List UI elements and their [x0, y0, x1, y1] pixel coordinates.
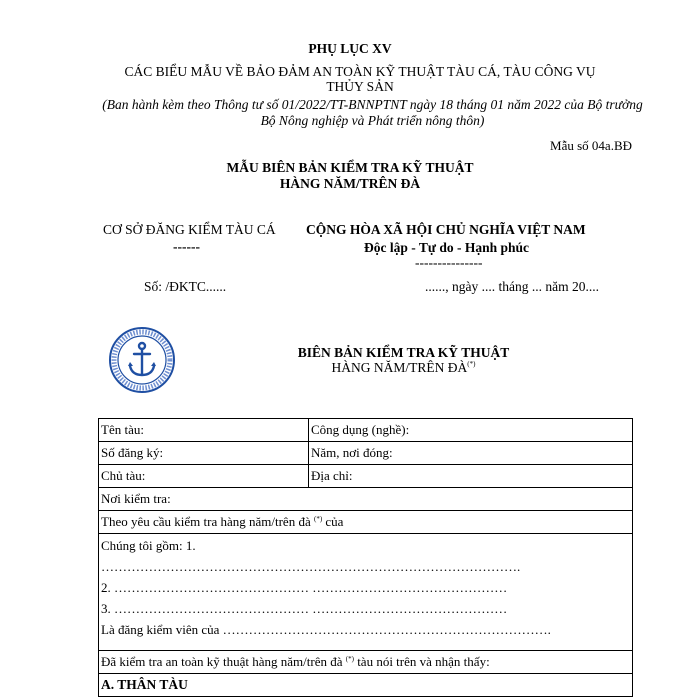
nation-divider: --------------- — [415, 255, 483, 270]
member-line-1b: ……………………………………………………………………………………. — [101, 559, 521, 574]
member-line-2: 2. ……………………………………… ……………………………………… — [101, 580, 508, 595]
doc-subtitle-text: HÀNG NĂM/TRÊN ĐÀ — [331, 360, 468, 375]
checked-tail: tàu nói trên và nhận thấy: — [353, 654, 490, 669]
ship-name-field[interactable]: Tên tàu: — [99, 419, 309, 442]
org-divider: ------ — [173, 239, 200, 254]
document-number: Số: /ĐKTC...... — [144, 279, 227, 294]
inspection-place-field[interactable]: Nơi kiểm tra: — [99, 488, 633, 511]
appendix-title: PHỤ LỤC XV — [308, 41, 392, 56]
doc-title: BIÊN BẢN KIỂM TRA KỸ THUẬT — [297, 345, 510, 360]
checked-mark: (*) — [345, 655, 354, 663]
checked-text: Đã kiểm tra an toàn kỹ thuật hàng năm/trên đà — [101, 654, 343, 669]
registration-number-field[interactable]: Số đăng ký: — [99, 442, 309, 465]
member-line-3: 3. ……………………………………… ……………………………………… — [101, 601, 508, 616]
document-date: ......, ngày .... tháng ... năm 20.... — [425, 279, 599, 294]
nation-name: CỘNG HÒA XÃ HỘI CHỦ NGHĨA VIỆT NAM — [306, 222, 586, 237]
table-row — [99, 674, 633, 697]
request-field[interactable] — [99, 511, 633, 534]
checked-statement — [99, 651, 633, 674]
table-row — [99, 419, 633, 442]
owner-field[interactable]: Chủ tàu: — [99, 465, 309, 488]
table-row — [99, 488, 633, 511]
table-row — [99, 534, 633, 651]
table-row — [99, 442, 633, 465]
table-row — [99, 465, 633, 488]
request-tail: của — [322, 514, 344, 529]
address-field[interactable]: Địa chỉ: — [309, 465, 633, 488]
build-year-field[interactable]: Năm, nơi đóng: — [309, 442, 633, 465]
doc-subtitle — [0, 360, 700, 376]
members-field[interactable] — [99, 534, 633, 651]
section-a-heading: A. THÂN TÀU — [99, 674, 633, 697]
form-title-line-2: HÀNG NĂM/TRÊN ĐÀ — [279, 176, 421, 191]
form-title — [0, 160, 700, 192]
member-line-1: Chúng tôi gồm: 1. — [101, 538, 196, 553]
org-name: CƠ SỞ ĐĂNG KIỂM TÀU CÁ — [103, 222, 276, 237]
table-row — [99, 651, 633, 674]
nation-motto: Độc lập - Tự do - Hạnh phúc — [364, 240, 530, 255]
form-code: Mẫu số 04a.BĐ — [550, 138, 632, 153]
issuance-note: (Ban hành kèm theo Thông tư số 01/2022/TT-BNNPTNT ngày 18 tháng 01 năm 2022 của Bộ trưởng Bộ Nông nghiệp và Phát triển nông thôn) — [102, 97, 643, 128]
appendix-subtitle: CÁC BIỂU MẪU VỀ BẢO ĐẢM AN TOÀN KỸ THUẬT TÀU CÁ, TÀU CÔNG VỤ THỦY SẢN — [124, 64, 596, 94]
inspector-line: Là đăng kiểm viên của …………………………………………………………………. — [101, 622, 551, 637]
inspection-form-table — [98, 418, 633, 697]
table-row — [99, 511, 633, 534]
usage-field[interactable]: Công dụng (nghề): — [309, 419, 633, 442]
doc-subtitle-mark: (*) — [467, 360, 476, 368]
request-mark: (*) — [313, 515, 323, 523]
request-text: Theo yêu cầu kiểm tra hàng năm/trên đà — [101, 514, 311, 529]
form-title-line-1: MẪU BIÊN BẢN KIỂM TRA KỸ THUẬT — [226, 160, 474, 175]
